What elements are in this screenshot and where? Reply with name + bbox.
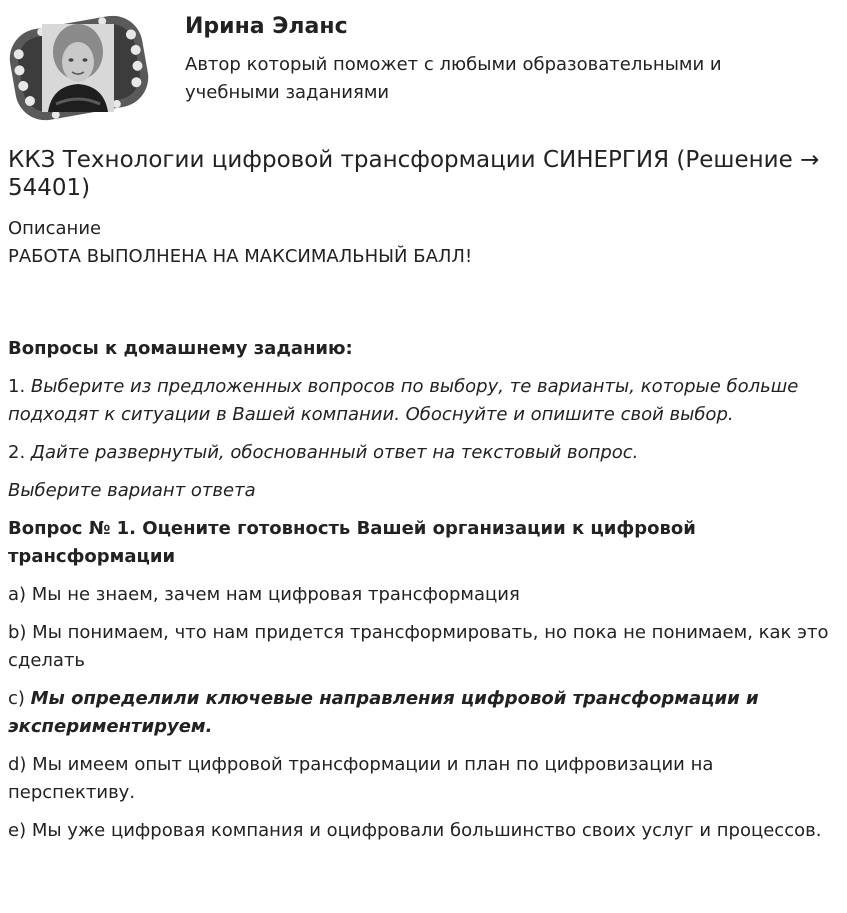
work-content (8, 146, 839, 845)
option-letter: d) (8, 754, 33, 775)
answer-option-b (8, 619, 839, 675)
homework-heading: Вопросы к домашнему заданию: (8, 338, 353, 359)
homework-item-number: 2. (8, 442, 31, 463)
choose-answer-label: Выберите вариант ответа (8, 480, 256, 501)
avatar[interactable] (8, 8, 150, 128)
option-letter: b) (8, 622, 33, 643)
option-letter: c) (8, 688, 31, 709)
option-letter: e) (8, 820, 32, 841)
homework-item-number: 1. (8, 376, 31, 397)
answer-option-c (8, 685, 839, 741)
answer-option-d (8, 751, 839, 807)
option-text: Мы имеем опыт цифровой трансформации и план по цифровизации на перспективу. (8, 754, 714, 803)
author-description: Автор который поможет с любыми образовательными и учебными заданиями (185, 54, 722, 103)
answer-option-e (8, 817, 839, 845)
question-title: Вопрос № 1. Оцените готовность Вашей организации к цифровой трансформации (8, 518, 696, 567)
description-text: РАБОТА ВЫПОЛНЕНА НА МАКСИМАЛЬНЫЙ БАЛЛ! (8, 246, 473, 267)
homework-item (8, 439, 839, 467)
answer-option-a (8, 581, 839, 609)
portrait-icon (42, 24, 114, 112)
author-name[interactable]: Ирина Эланс (185, 14, 348, 39)
option-text-selected: Мы определили ключевые направления цифровой трансформации и экспериментируем. (8, 688, 759, 737)
work-title: ККЗ Технологии цифровой трансформации СИНЕРГИЯ (Решение → 54401) (8, 147, 820, 201)
option-text: Мы уже цифровая компания и оцифровали большинство своих услуг и процессов. (31, 820, 822, 841)
option-text: Мы понимаем, что нам придется трансформировать, но пока не понимаем, как это сделать (8, 622, 829, 671)
homework-item-text: Дайте развернутый, обоснованный ответ на текстовый вопрос. (30, 442, 639, 463)
homework-item-text: Выберите из предложенных вопросов по выбору, те варианты, которые больше подходят к ситуации в Вашей компании. Обоснуйте и опишите свой выбор. (8, 376, 799, 425)
homework-item (8, 373, 839, 429)
avatar-film-frame-icon (8, 8, 150, 128)
description-label: Описание (8, 218, 102, 239)
option-text: Мы не знаем, зачем нам цифровая трансформация (31, 584, 520, 605)
author-card (8, 8, 839, 128)
option-letter: a) (8, 584, 32, 605)
